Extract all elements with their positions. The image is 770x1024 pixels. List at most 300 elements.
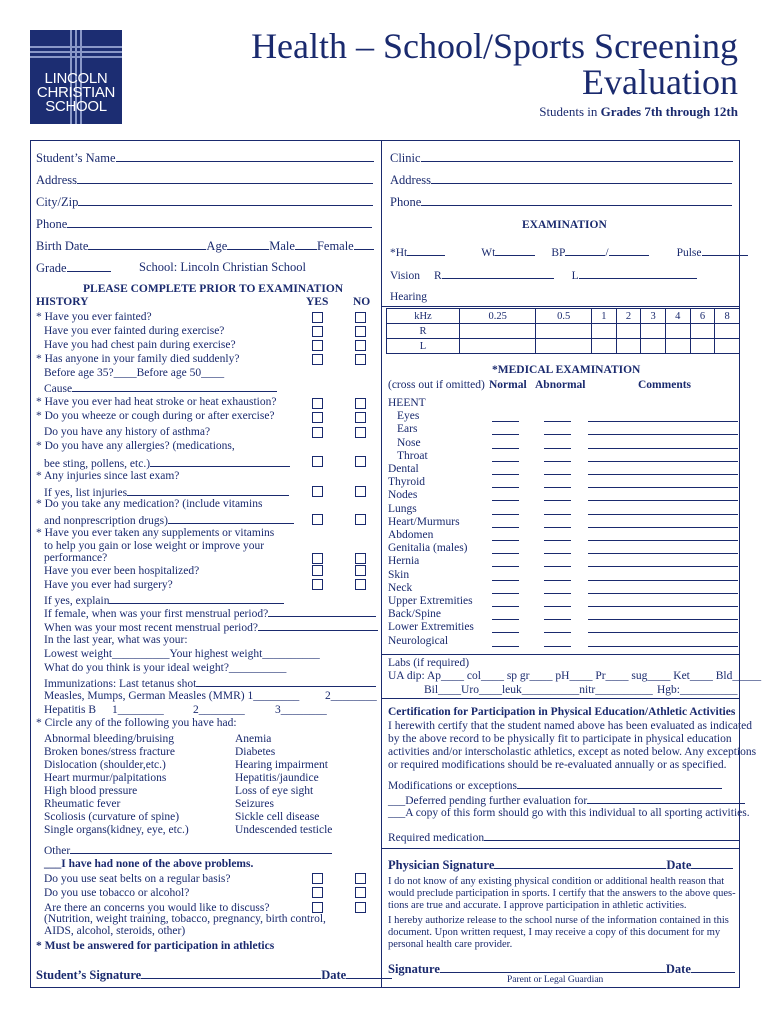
khz-cell: 6	[690, 309, 715, 324]
question-fainted: * Have you ever fainted?	[36, 311, 152, 323]
abnormal-blank[interactable]	[544, 580, 571, 581]
comments-blank[interactable]	[588, 474, 738, 475]
blank-line	[77, 173, 373, 184]
no-checkbox[interactable]	[355, 398, 366, 409]
condition-right[interactable]: Loss of eye sight	[235, 785, 314, 797]
normal-blank[interactable]	[492, 646, 519, 647]
title-line-1: Health – School/Sports Screening	[251, 26, 738, 66]
first-period-field[interactable]	[44, 606, 376, 621]
required-medication-field[interactable]	[388, 830, 740, 845]
copy-option[interactable]: ___A copy of this form should go with this individual to all sporting activities.	[388, 807, 750, 819]
recent-period-label: When was your most recent menstrual period?	[44, 622, 258, 634]
medical-exam-heading: *MEDICAL EXAMINATION	[492, 364, 641, 376]
physician-declaration-3: tions are true and accurate. I approve participation in athletic activities.	[388, 900, 687, 911]
no-checkbox[interactable]	[355, 340, 366, 351]
comments-blank[interactable]	[588, 540, 738, 541]
abnormal-blank[interactable]	[544, 593, 571, 594]
guardian-date-label: Date	[665, 962, 691, 976]
condition-right[interactable]: Undescended testicle	[235, 824, 333, 836]
blank-line	[691, 962, 735, 973]
bp-label: BP	[551, 247, 566, 259]
yes-checkbox[interactable]	[312, 887, 323, 898]
blank-line	[67, 217, 372, 228]
hearing-table	[386, 308, 740, 354]
comments-blank[interactable]	[588, 580, 738, 581]
other-field[interactable]	[44, 843, 332, 858]
yes-checkbox[interactable]	[312, 340, 323, 351]
abnormal-blank[interactable]	[544, 619, 571, 620]
allergies-field[interactable]	[44, 456, 290, 471]
abnormal-blank[interactable]	[544, 448, 571, 449]
hearing-input[interactable]	[459, 324, 535, 339]
blank-line	[67, 261, 111, 272]
blank-line	[268, 606, 376, 617]
no-checkbox[interactable]	[355, 486, 366, 497]
normal-blank[interactable]	[492, 593, 519, 594]
yes-checkbox[interactable]	[312, 514, 323, 525]
tetanus-label: Immunizations: Last tetanus shot	[44, 678, 197, 690]
comments-blank[interactable]	[588, 632, 738, 633]
student-cityzip-label: City/Zip	[36, 195, 79, 209]
hepatitis-field-1[interactable]: 1________	[112, 704, 164, 716]
medical-item: Dental	[388, 463, 419, 475]
normal-blank[interactable]	[492, 527, 519, 528]
yes-checkbox[interactable]	[312, 326, 323, 337]
blank-line	[702, 245, 748, 256]
birthdate-label: Birth Date	[36, 239, 89, 253]
blank-line	[579, 268, 697, 279]
normal-blank[interactable]	[492, 487, 519, 488]
question-asthma: Do you have any history of asthma?	[44, 426, 211, 438]
abnormal-blank[interactable]	[544, 421, 571, 422]
yes-checkbox[interactable]	[312, 579, 323, 590]
blank-line	[587, 793, 745, 804]
question-before-age: Before age 35?____Before age 50____	[44, 367, 225, 379]
question-supplements-3: performance?	[44, 552, 108, 564]
medical-item: Back/Spine	[388, 608, 442, 621]
khz-cell: 1	[592, 309, 617, 324]
blank-line	[196, 676, 376, 687]
abnormal-blank[interactable]	[544, 487, 571, 488]
abnormal-blank[interactable]	[544, 566, 571, 567]
weight-field[interactable]: Lowest weight__________Your highest weight__________	[44, 648, 320, 660]
condition-right[interactable]: Hearing impairment	[235, 759, 328, 771]
blank-line	[691, 858, 733, 869]
medical-item: Skin	[388, 568, 410, 581]
student-address-label: Address	[36, 173, 77, 187]
yes-checkbox[interactable]	[312, 565, 323, 576]
hearing-input[interactable]	[536, 339, 592, 354]
no-checkbox[interactable]	[355, 354, 366, 365]
no-checkbox[interactable]	[355, 326, 366, 337]
medical-item: Neurological	[388, 634, 449, 647]
yes-checkbox[interactable]	[312, 412, 323, 423]
birthdate-row[interactable]	[36, 239, 374, 253]
clinic-phone-field[interactable]	[390, 195, 732, 209]
concerns-detail-2: AIDS, alcohol, steroids, other)	[44, 925, 186, 937]
khz-cell: 3	[641, 309, 666, 324]
comments-blank[interactable]	[588, 500, 738, 501]
yes-checkbox[interactable]	[312, 456, 323, 467]
condition-right[interactable]: Anemia	[235, 733, 272, 745]
blank-line	[495, 245, 535, 256]
modifications-field[interactable]	[388, 778, 722, 793]
blank-line	[78, 195, 373, 206]
medical-item: Heart/Murmurs	[388, 515, 460, 528]
certification-heading: Certification for Participation in Physical Education/Athletic Activities	[388, 706, 736, 718]
blank-line	[494, 858, 666, 869]
normal-blank[interactable]	[492, 606, 519, 607]
yes-checkbox[interactable]	[312, 486, 323, 497]
comments-blank[interactable]	[588, 527, 738, 528]
blank-line	[431, 173, 732, 184]
medical-item: Abdomen	[388, 529, 434, 541]
clinic-address-field[interactable]	[390, 173, 732, 187]
divider	[381, 654, 740, 655]
medical-item: Lungs	[388, 502, 417, 515]
clinic-field[interactable]	[390, 151, 733, 165]
condition-left[interactable]: High blood pressure	[44, 785, 138, 797]
no-checkbox[interactable]	[355, 312, 366, 323]
ideal-weight-field[interactable]: What do you think is your ideal weight?__________	[44, 662, 287, 674]
allergies-label: bee sting, pollens, etc.)	[44, 458, 151, 470]
no-header: NO	[353, 296, 371, 308]
question-chest-pain: Have you had chest pain during exercise?	[44, 339, 236, 351]
blank-line	[70, 843, 332, 854]
comments-blank[interactable]	[588, 514, 738, 515]
no-checkbox[interactable]	[355, 887, 366, 898]
authorization-3: personal health care provider.	[388, 939, 513, 950]
blank-line	[168, 513, 294, 524]
khz-cell: 0.5	[536, 309, 592, 324]
yes-checkbox[interactable]	[312, 873, 323, 884]
blank-line	[295, 239, 317, 250]
comments-blank[interactable]	[588, 434, 738, 435]
hearing-input[interactable]	[665, 324, 690, 339]
abnormal-blank[interactable]	[544, 606, 571, 607]
circle-conditions-label: * Circle any of the following you have had:	[36, 717, 237, 729]
student-name-field[interactable]	[36, 151, 374, 165]
required-medication-label: Required medication	[388, 832, 485, 844]
question-medication: * Do you take any medication? (include vitamins	[36, 498, 263, 510]
yes-header: YES	[306, 296, 329, 308]
blank-line	[440, 962, 666, 973]
bp-slash: /	[605, 247, 609, 259]
cause-label: Cause	[44, 383, 73, 395]
comments-blank[interactable]	[588, 421, 738, 422]
medical-item: Nodes	[388, 489, 418, 502]
logo-line-1: LINCOLN	[44, 70, 108, 87]
cause-field[interactable]	[44, 381, 277, 396]
subtitle-grades: Grades 7th through 12th	[600, 104, 738, 119]
no-checkbox[interactable]	[355, 427, 366, 438]
vision-row[interactable]	[390, 268, 697, 283]
labs-heading: Labs (if required)	[388, 657, 470, 669]
last-year-label: In the last year, what was your:	[44, 634, 188, 646]
normal-blank[interactable]	[492, 421, 519, 422]
condition-left[interactable]: Heart murmur/palpitations	[44, 772, 167, 784]
blank-line	[484, 830, 740, 841]
normal-blank[interactable]	[492, 619, 519, 620]
medical-item: Throat	[397, 449, 428, 462]
vitals-row[interactable]	[390, 245, 748, 260]
blank-line	[88, 239, 206, 250]
blank-line	[421, 195, 732, 206]
blank-line	[141, 968, 321, 979]
khz-cell: 2	[616, 309, 641, 324]
khz-header: kHz	[387, 309, 460, 324]
comments-blank[interactable]	[588, 461, 738, 462]
student-signature-field[interactable]	[36, 968, 392, 982]
blank-line	[565, 245, 605, 256]
normal-blank[interactable]	[492, 540, 519, 541]
blank-line	[116, 151, 374, 162]
no-checkbox[interactable]	[355, 873, 366, 884]
divider	[381, 848, 740, 849]
normal-blank[interactable]	[492, 500, 519, 501]
subtitle-prefix: Students in	[539, 104, 601, 119]
khz-cell: 8	[715, 309, 740, 324]
recent-period-field[interactable]	[44, 620, 378, 635]
hearing-label: Hearing	[390, 291, 428, 303]
khz-cell: 0.25	[459, 309, 535, 324]
condition-right[interactable]: Sickle cell disease	[235, 811, 320, 823]
normal-blank[interactable]	[492, 448, 519, 449]
abnormal-header: Abnormal	[535, 379, 586, 391]
abnormal-blank[interactable]	[544, 434, 571, 435]
khz-row	[387, 309, 740, 324]
medical-item: Neck	[388, 581, 413, 594]
normal-blank[interactable]	[492, 632, 519, 633]
question-supplements: * Have you ever taken any supplements or vitamins	[36, 527, 275, 539]
condition-left[interactable]: Rheumatic fever	[44, 798, 121, 810]
hepatitis-field-2[interactable]: 2________	[193, 704, 245, 716]
comments-blank[interactable]	[588, 606, 738, 607]
question-allergies: * Do you have any allergies? (medications,	[36, 440, 235, 452]
first-period-label: If female, when was your first menstrual period?	[44, 608, 269, 620]
abnormal-blank[interactable]	[544, 540, 571, 541]
no-checkbox[interactable]	[355, 579, 366, 590]
school-logo	[30, 30, 122, 124]
vision-r-label: R	[433, 270, 442, 282]
question-heat-stroke: * Have you ever had heat stroke or heat exhaustion?	[36, 396, 277, 408]
physician-signature-label: Physician Signature	[388, 858, 495, 872]
cert-text-4: or required modifications should be re-evaluated annually or as specified.	[388, 759, 727, 771]
abnormal-blank[interactable]	[544, 646, 571, 647]
comments-blank[interactable]	[588, 566, 738, 567]
condition-left[interactable]: Abnormal bleeding/bruising	[44, 733, 174, 745]
abnormal-blank[interactable]	[544, 461, 571, 462]
normal-blank[interactable]	[492, 580, 519, 581]
column-divider	[381, 140, 382, 988]
ht-label: *Ht	[390, 247, 408, 259]
abnormal-blank[interactable]	[544, 553, 571, 554]
blank-line	[609, 245, 649, 256]
student-phone-field[interactable]	[36, 217, 372, 231]
question-concerns: Are there an concerns you would like to discuss?	[44, 902, 270, 914]
hgb-field[interactable]: Hgb:__________	[657, 684, 738, 696]
hepatitis-field-3[interactable]: 3________	[275, 704, 327, 716]
hearing-input[interactable]	[715, 324, 740, 339]
comments-blank[interactable]	[588, 646, 738, 647]
hearing-input[interactable]	[592, 339, 617, 354]
school-label: School: Lincoln Christian School	[139, 260, 307, 274]
examination-heading: EXAMINATION	[522, 219, 607, 231]
yes-checkbox[interactable]	[312, 427, 323, 438]
physician-signature-field[interactable]	[388, 858, 733, 872]
abnormal-blank[interactable]	[544, 500, 571, 501]
question-hospitalized: Have you ever been hospitalized?	[44, 565, 200, 577]
hearing-input[interactable]	[592, 324, 617, 339]
modifications-label: Modifications or exceptions	[388, 780, 518, 792]
mmr-field-1[interactable]: Measles, Mumps, German Measles (MMR) 1________	[44, 690, 300, 702]
blank-line	[421, 151, 733, 162]
explain-label: If yes, explain	[44, 595, 110, 607]
hearing-input[interactable]	[616, 339, 641, 354]
hearing-input[interactable]	[665, 339, 690, 354]
hearing-input[interactable]	[690, 324, 715, 339]
yes-checkbox[interactable]	[312, 553, 323, 564]
deferred-label: ___Deferred pending further evaluation for	[388, 795, 588, 807]
clinic-address-label: Address	[390, 173, 431, 187]
no-checkbox[interactable]	[355, 412, 366, 423]
pulse-label: Pulse	[676, 247, 702, 259]
blank-line	[150, 456, 290, 467]
condition-left[interactable]: Dislocation (shoulder,etc.)	[44, 759, 166, 771]
no-checkbox[interactable]	[355, 553, 366, 564]
grade-label: Grade	[36, 261, 67, 275]
hearing-input[interactable]	[459, 339, 535, 354]
hearing-input[interactable]	[616, 324, 641, 339]
guardian-signature-label: Signature	[388, 962, 440, 976]
none-of-above-option[interactable]: ___I have had none of the above problems.	[44, 858, 254, 870]
blank-line	[258, 620, 378, 631]
yes-checkbox[interactable]	[312, 398, 323, 409]
blank-line	[354, 239, 374, 250]
hearing-input[interactable]	[641, 339, 666, 354]
condition-right[interactable]: Hepatitis/jaundice	[235, 772, 319, 784]
no-checkbox[interactable]	[355, 514, 366, 525]
student-phone-label: Phone	[36, 217, 68, 231]
comments-blank[interactable]	[588, 487, 738, 488]
condition-left[interactable]: Broken bones/stress fracture	[44, 746, 175, 758]
physician-declaration-1: I do not know of any existing physical condition or additional health reason that	[388, 876, 725, 887]
medical-item: Eyes	[397, 410, 420, 423]
hepatitis-label: Hepatitis B	[44, 704, 97, 716]
question-tobacco: Do you use tobacco or alcohol?	[44, 887, 190, 899]
question-fainted-exercise: Have you ever fainted during exercise?	[44, 325, 225, 337]
normal-blank[interactable]	[492, 461, 519, 462]
abnormal-blank[interactable]	[544, 632, 571, 633]
tetanus-field[interactable]	[44, 676, 376, 691]
page-title	[251, 28, 738, 100]
yes-checkbox[interactable]	[312, 354, 323, 365]
ua-dip-fields[interactable]: UA dip: Ap____ col____ sp gr____ pH____ Pr____ sug____ Ket____ Bld_____	[388, 670, 762, 682]
normal-blank[interactable]	[492, 566, 519, 567]
student-signature-label: Student’s Signature	[36, 968, 142, 982]
injuries-label: If yes, list injuries	[44, 487, 128, 499]
yes-checkbox[interactable]	[312, 902, 323, 913]
male-label: Male	[269, 239, 295, 253]
deferred-option[interactable]	[388, 793, 745, 808]
cert-text-2: by the above record to be physically fit to participate in physical education	[388, 733, 732, 745]
normal-blank[interactable]	[492, 474, 519, 475]
physician-date-label: Date	[666, 858, 692, 872]
medical-item: Upper Extremities	[388, 595, 473, 607]
comments-blank[interactable]	[588, 593, 738, 594]
concerns-detail-1: (Nutrition, weight training, tobacco, pregnancy, birth control,	[44, 913, 326, 925]
cert-text-1: I herewith certify that the student named above has been evaluated as indicated	[388, 720, 753, 732]
question-supplements-2: to help you gain or lose weight or improve your	[44, 540, 265, 552]
hearing-input[interactable]	[690, 339, 715, 354]
hearing-input[interactable]	[536, 324, 592, 339]
abnormal-blank[interactable]	[544, 474, 571, 475]
comments-blank[interactable]	[588, 553, 738, 554]
medical-item: Nose	[397, 436, 421, 449]
normal-blank[interactable]	[492, 514, 519, 515]
comments-blank[interactable]	[588, 448, 738, 449]
hearing-input[interactable]	[641, 324, 666, 339]
student-name-label: Student’s Name	[36, 151, 116, 165]
hearing-right-row	[387, 324, 740, 339]
blank-line	[72, 381, 277, 392]
blank-line	[517, 778, 722, 789]
grade-field[interactable]	[36, 261, 111, 275]
athletics-note: * Must be answered for participation in athletics	[36, 940, 275, 952]
no-checkbox[interactable]	[355, 565, 366, 576]
medical-item: Thyroid	[388, 476, 426, 489]
no-checkbox[interactable]	[355, 902, 366, 913]
history-heading: HISTORY	[36, 296, 89, 308]
normal-blank[interactable]	[492, 434, 519, 435]
ear-label: L	[387, 339, 460, 354]
logo-line-2: CHRISTIAN	[36, 84, 116, 101]
blank-line	[227, 239, 269, 250]
question-seat-belts: Do you use seat belts on a regular basis?	[44, 873, 231, 885]
abnormal-blank[interactable]	[544, 527, 571, 528]
medication-field[interactable]	[44, 513, 294, 528]
condition-left[interactable]: Scoliosis (curvature of spine)	[44, 811, 180, 823]
blank-line	[407, 245, 445, 256]
bil-fields[interactable]: Bil____Uro____leuk__________nitr__________	[424, 684, 653, 696]
blank-line	[442, 268, 554, 279]
abnormal-blank[interactable]	[544, 514, 571, 515]
question-surgery: Have you ever had surgery?	[44, 579, 173, 591]
student-cityzip-field[interactable]	[36, 195, 373, 209]
student-address-field[interactable]	[36, 173, 373, 187]
age-label: Age	[206, 239, 228, 253]
no-checkbox[interactable]	[355, 456, 366, 467]
condition-left[interactable]: Single organs(kidney, eye, etc.)	[44, 824, 189, 836]
cross-out-note: (cross out if omitted)	[388, 379, 485, 391]
divider	[381, 306, 740, 307]
authorization-1: I hereby authorize release to the school nurse of the information contained in this	[388, 915, 729, 926]
condition-right[interactable]: Seizures	[235, 798, 274, 810]
hearing-left-row	[387, 339, 740, 354]
vision-label: Vision	[390, 270, 420, 282]
clinic-phone-label: Phone	[390, 195, 422, 209]
medical-item: Ears	[397, 423, 418, 436]
medical-item: HEENT	[388, 397, 426, 409]
yes-checkbox[interactable]	[312, 312, 323, 323]
comments-blank[interactable]	[588, 619, 738, 620]
condition-right[interactable]: Diabetes	[235, 746, 276, 758]
authorization-2: document. Upon written request, I may receive a copy of this document for my	[388, 927, 721, 938]
comments-header: Comments	[638, 379, 692, 391]
hearing-input[interactable]	[715, 339, 740, 354]
mmr-field-2[interactable]: 2________	[325, 690, 377, 702]
normal-blank[interactable]	[492, 553, 519, 554]
